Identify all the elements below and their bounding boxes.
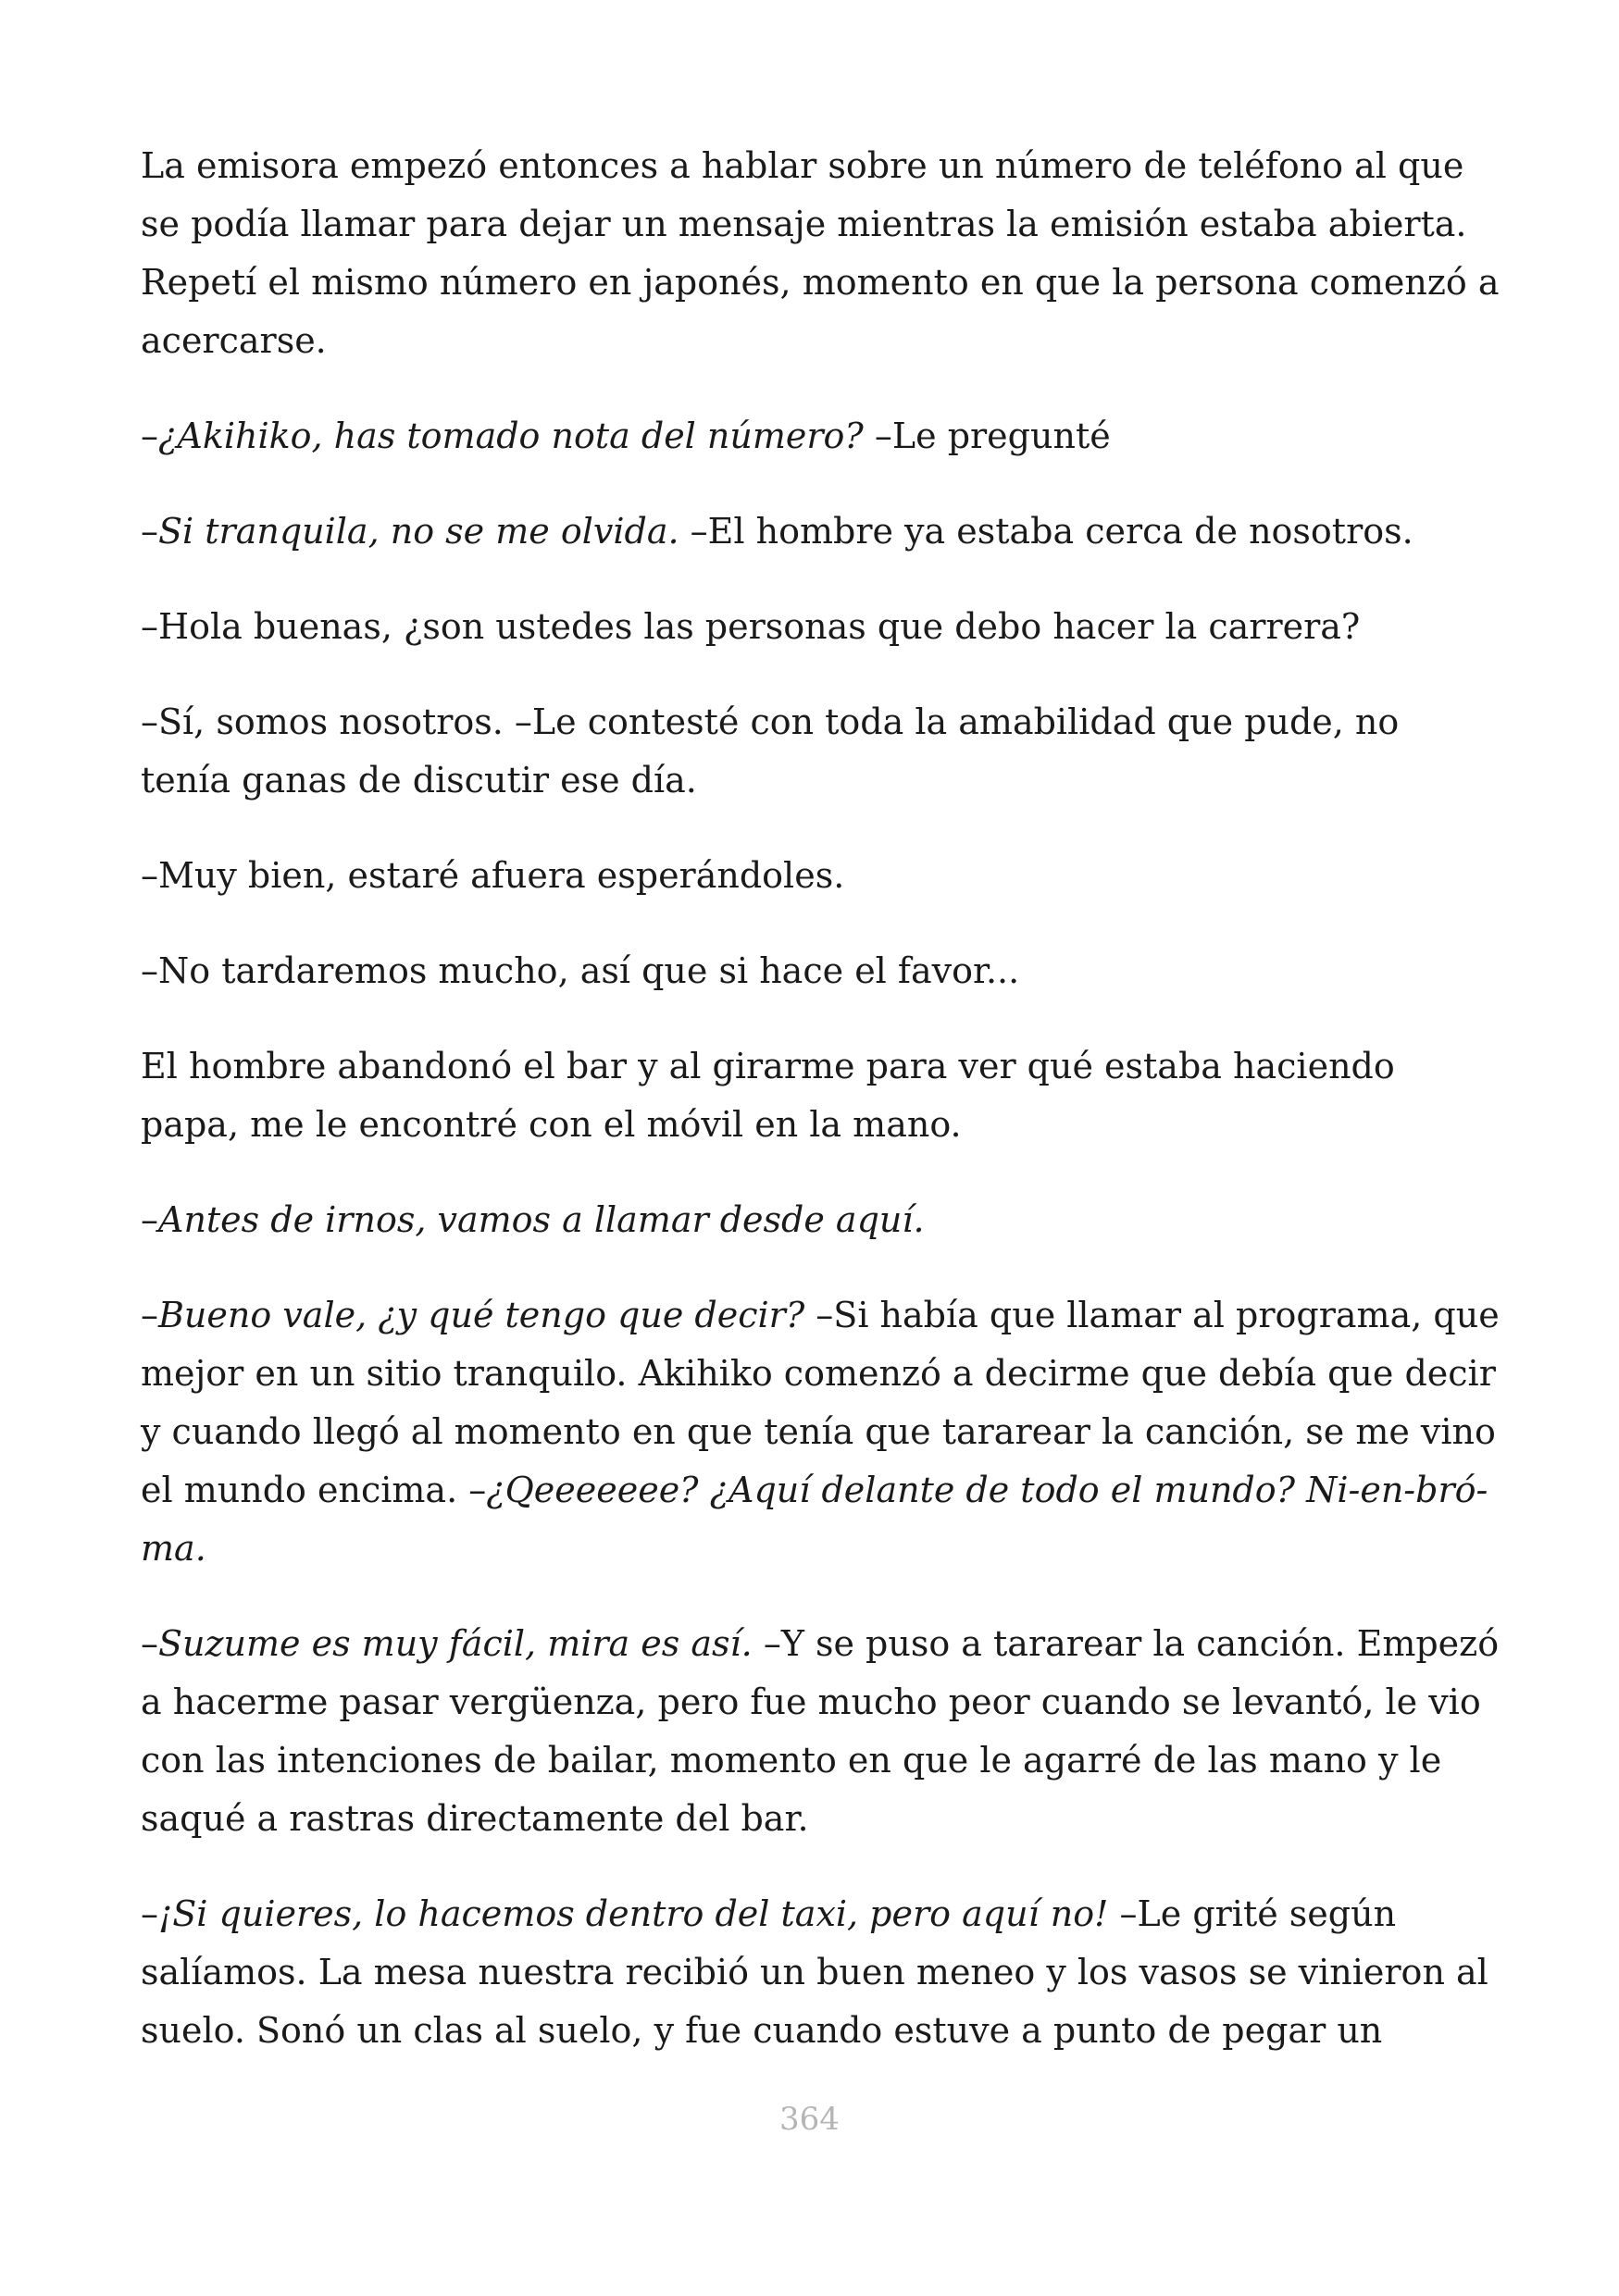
italic-dialogue-run: ¡Si quieres, lo hacemos dentro del taxi, pero aquí no! [158, 1893, 1109, 1934]
paragraph [141, 847, 1500, 905]
italic-dialogue-run: Antes de irnos, vamos a llamar desde aquí. [158, 1199, 925, 1240]
text-run: El hombre abandonó el bar y al girarme para ver qué estaba haciendo papa, me le encontré con el móvil en la mano. [141, 1046, 1395, 1145]
page-body-text [141, 137, 1500, 2097]
paragraph [141, 503, 1500, 561]
text-run: –No tardaremos mucho, así que si hace el favor... [141, 950, 1020, 991]
text-run: –Hola buenas, ¿son ustedes las personas que debo hacer la carrera? [141, 606, 1361, 647]
text-run: – [141, 416, 158, 456]
paragraph [141, 1191, 1500, 1249]
text-run: –Si había que llamar al programa, que mejor en un sitio tranquilo. Akihiko comenzó a decirme que debía que decir y cuando llegó al momento en que tenía que tararear la canción, se me vino el mundo encima. – [141, 1295, 1500, 1510]
italic-dialogue-run: Suzume es muy fácil, mira es así. [158, 1623, 753, 1664]
text-run: – [141, 1295, 158, 1335]
text-run: – [141, 1623, 158, 1664]
text-run: La emisora empezó entonces a hablar sobre un número de teléfono al que se podía llamar para dejar un mensaje mientras la emisión estaba abierta. Repetí el mismo número en japonés, momento en que la persona comenzó a acercarse. [141, 145, 1500, 361]
text-run: – [141, 1199, 158, 1240]
paragraph [141, 942, 1500, 1000]
text-run: –Sí, somos nosotros. –Le contesté con toda la amabilidad que pude, no tenía ganas de discutir ese día. [141, 701, 1400, 800]
paragraph [141, 1615, 1500, 1848]
paragraph [141, 137, 1500, 370]
italic-dialogue-run: ¿Akihiko, has tomado nota del número? [158, 416, 864, 456]
text-run: – [141, 1893, 158, 1934]
paragraph [141, 1286, 1500, 1578]
paragraph [141, 407, 1500, 465]
text-run: –Le pregunté [863, 416, 1111, 456]
paragraph [141, 598, 1500, 656]
italic-dialogue-run: Bueno vale, ¿y qué tengo que decir? [158, 1295, 805, 1335]
text-run: –El hombre ya estaba cerca de nosotros. [679, 511, 1414, 552]
text-run: –Muy bien, estaré afuera esperándoles. [141, 855, 845, 896]
text-run: – [141, 511, 158, 552]
page-number: 364 [779, 2101, 840, 2138]
text-run: –Le grité según salíamos. La mesa nuestra recibió un buen meneo y los vasos se vinieron al suelo. Sonó un clas al suelo, y fue cuando estuve a punto de pegar un [141, 1893, 1488, 2051]
text-run: –Y se puso a tararear la canción. Empezó a hacerme pasar vergüenza, pero fue mucho peor cuando se levantó, le vio con las intenciones de bailar, momento en que le agarré de las mano y le saqué a rastras directamente del bar. [141, 1623, 1500, 1839]
paragraph [141, 1037, 1500, 1154]
italic-dialogue-run: Si tranquila, no se me olvida. [158, 511, 679, 552]
paragraph [141, 1885, 1500, 2060]
italic-dialogue-run: ¿Qeeeeeee? ¿Aquí delante de todo el mundo? Ni-en-bró-ma. [141, 1470, 1488, 1569]
paragraph [141, 693, 1500, 810]
